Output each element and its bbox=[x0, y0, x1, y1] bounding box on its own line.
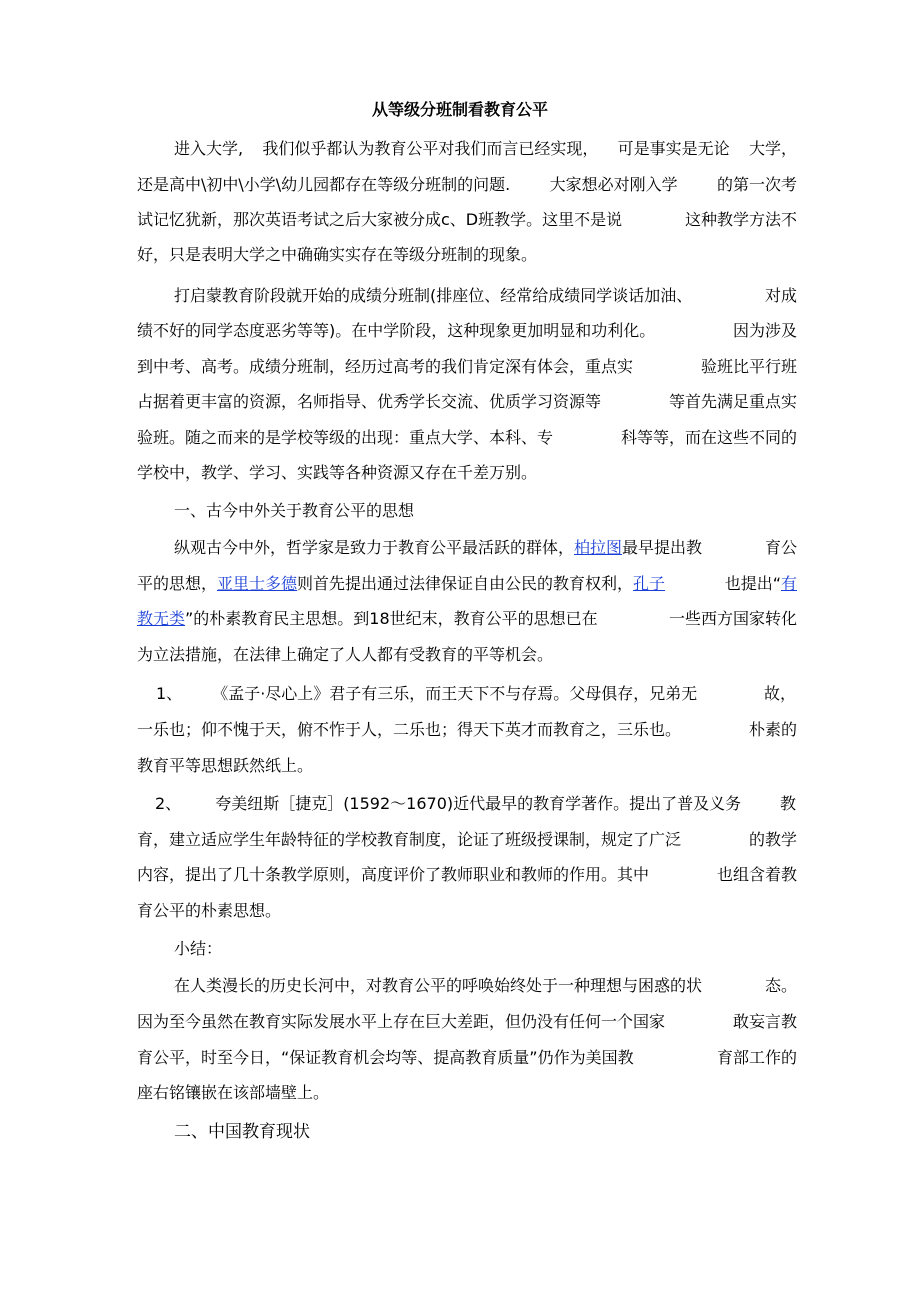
paragraph-2-line bbox=[137, 355, 797, 379]
text-run: 还是高中\初中\小学\幼儿园都存在等级分班制的问题. bbox=[137, 175, 511, 194]
text-run: 大学， bbox=[748, 139, 797, 158]
link-youjiaowulei[interactable]: 有 bbox=[780, 574, 797, 593]
text-run: 教 bbox=[779, 794, 796, 813]
text-run: 座右铭镶嵌在该部墙壁上。 bbox=[137, 1083, 330, 1102]
paragraph-2-line bbox=[137, 426, 797, 450]
text-run: 进入大学, bbox=[174, 139, 244, 158]
text-run: 可是事实是无论 bbox=[617, 139, 730, 158]
text-run: 验班。随之而来的是学校等级的出现：重点大学、本科、专 bbox=[137, 428, 554, 447]
text-run: 对成 bbox=[764, 286, 797, 305]
text-run: 在人类漫长的历史长河中，对教育公平的呼唤始终处于一种理想与困惑的状 bbox=[174, 976, 703, 995]
text-run: 因为至今虽然在教育实际发展水平上存在巨大差距，但仍没有任何一个国家 bbox=[137, 1012, 666, 1031]
paragraph-3-line bbox=[174, 536, 797, 560]
text-run: 的教学 bbox=[748, 830, 797, 849]
text-run: 等首先满足重点实 bbox=[668, 392, 797, 411]
list-number: 2、 bbox=[155, 794, 182, 813]
paragraph-4-line bbox=[137, 1010, 797, 1034]
summary-label: 小结： bbox=[174, 939, 223, 958]
text-run bbox=[137, 572, 665, 596]
text-run: 好，只是表明大学之中确确实实存在等级分班制的现象。 bbox=[137, 245, 538, 264]
text-run: 也提出“ bbox=[724, 574, 781, 593]
text-run: 我们似乎都认为教育公平对我们而言已经实现， bbox=[262, 139, 599, 158]
list-item-2-line bbox=[137, 863, 797, 887]
text-run: 育公平的朴素思想。 bbox=[137, 901, 282, 920]
list-item-1-line bbox=[137, 718, 797, 742]
paragraph-2-line bbox=[137, 461, 797, 485]
text-run: 为立法措施，在法律上确定了人人都有受教育的平等机会。 bbox=[137, 645, 554, 664]
text-run: 一乐也；仰不愧于天，俯不怍于人，二乐也；得天下英才而教育之，三乐也。 bbox=[137, 720, 682, 739]
paragraph-2-line bbox=[137, 390, 797, 414]
text-run: ”的朴素教育民主思想。到18世纪末，教育公平的思想已在 bbox=[185, 609, 598, 628]
text-run: 也组含着教 bbox=[716, 865, 797, 884]
text-run: 验班比平行班 bbox=[700, 357, 797, 376]
text-run bbox=[174, 536, 702, 560]
text-run: 态。 bbox=[764, 976, 797, 995]
text-run: 育，建立适应学生年龄特征的学校教育制度，论证了班级授课制，规定了广泛 bbox=[137, 830, 682, 849]
link-confucius[interactable]: 孔子 bbox=[633, 574, 666, 593]
document-title: 从等级分班制看教育公平 bbox=[371, 100, 548, 119]
text-run: 一些西方国家转化 bbox=[668, 609, 797, 628]
text-run: 教育平等思想跃然纸上。 bbox=[137, 756, 314, 775]
section-heading-1: 一、古今中外关于教育公平的思想 bbox=[174, 501, 415, 520]
text-run: 内容，提出了几十条教学原则，高度评价了教师职业和教师的作用。其中 bbox=[137, 865, 650, 884]
text-run: 故， bbox=[763, 684, 796, 703]
paragraph-1-line bbox=[174, 137, 797, 161]
text-run: 育部工作的 bbox=[716, 1048, 797, 1067]
text-run: 科等等，而在这些不同的 bbox=[620, 428, 797, 447]
text-run: 占据着更丰富的资源，名师指导、优秀学长交流、优质学习资源等 bbox=[137, 392, 602, 411]
paragraph-3-line bbox=[137, 572, 797, 596]
text-run: 绩不好的同学态度恶劣等等)。在中学阶段，这种现象更加明显和功利化。 bbox=[137, 321, 656, 340]
paragraph-4-line bbox=[137, 1081, 797, 1105]
text-run: 纵观古今中外，哲学家是致力于教育公平最活跃的群体， bbox=[174, 538, 575, 557]
text-run bbox=[725, 572, 797, 596]
paragraph-4-line bbox=[137, 1046, 797, 1070]
paragraph-2-line bbox=[137, 319, 797, 343]
paragraph-1-line bbox=[137, 243, 797, 267]
text-run bbox=[156, 682, 697, 706]
link-youjiaowulei-cont[interactable]: 教无类 bbox=[137, 609, 186, 628]
text-run: 的第一次考 bbox=[716, 175, 797, 194]
text-run: 打启蒙教育阶段就开始的成绩分班制(排座位、经常给成绩同学谈话加油、 bbox=[174, 286, 693, 305]
paragraph-2-line bbox=[174, 284, 797, 308]
list-item-2-line bbox=[137, 899, 797, 923]
list-item-1-line bbox=[156, 682, 796, 706]
text-run: 育公 bbox=[764, 538, 797, 557]
paragraph-3-line bbox=[137, 607, 797, 631]
paragraph-3-line bbox=[137, 643, 797, 667]
list-item-2-line bbox=[155, 792, 796, 816]
text-run bbox=[137, 607, 598, 631]
text-run: 敢妄言教 bbox=[732, 1012, 797, 1031]
text-run: 大家想必对刚入学 bbox=[549, 175, 678, 194]
paragraph-4-line bbox=[174, 974, 797, 998]
text-run: 《孟子·尽心上》君子有三乐，而王天下不与存焉。父母俱存，兄弟无 bbox=[212, 684, 698, 703]
paragraph-1-line bbox=[137, 173, 797, 197]
section-heading-2: 二、中国教育现状 bbox=[174, 1122, 310, 1142]
text-run: 最早提出教 bbox=[622, 538, 703, 557]
link-plato[interactable]: 柏拉图 bbox=[574, 538, 623, 557]
text-run: 试记忆犹新，那次英语考试之后大家被分成c、D班教学。这里不是说 bbox=[137, 210, 623, 229]
text-run: 朴素的 bbox=[748, 720, 797, 739]
text-run: 则首先提出通过法律保证自由公民的教育权利， bbox=[297, 574, 634, 593]
text-run: 平的思想， bbox=[137, 574, 218, 593]
list-item-1-line bbox=[137, 754, 797, 778]
text-run: 因为涉及 bbox=[732, 321, 797, 340]
link-aristotle[interactable]: 亚里士多德 bbox=[217, 574, 298, 593]
text-run: 到中考、高考。成绩分班制，经历过高考的我们肯定深有体会，重点实 bbox=[137, 357, 634, 376]
text-run: 夸美纽斯［捷克］(1592～1670)近代最早的教育学著作。提出了普及义务 bbox=[215, 794, 742, 813]
text-run: 育公平，时至今日，“保证教育机会均等、提高教育质量”仍作为美国教 bbox=[137, 1048, 634, 1067]
text-run: 学校中，教学、学习、实践等各种资源又存在千差万别。 bbox=[137, 463, 538, 482]
text-run: 这种教学方法不 bbox=[684, 210, 797, 229]
list-item-2-line bbox=[137, 828, 797, 852]
text-run bbox=[155, 792, 741, 816]
paragraph-1-line bbox=[137, 208, 797, 232]
list-number: 1、 bbox=[156, 684, 183, 703]
